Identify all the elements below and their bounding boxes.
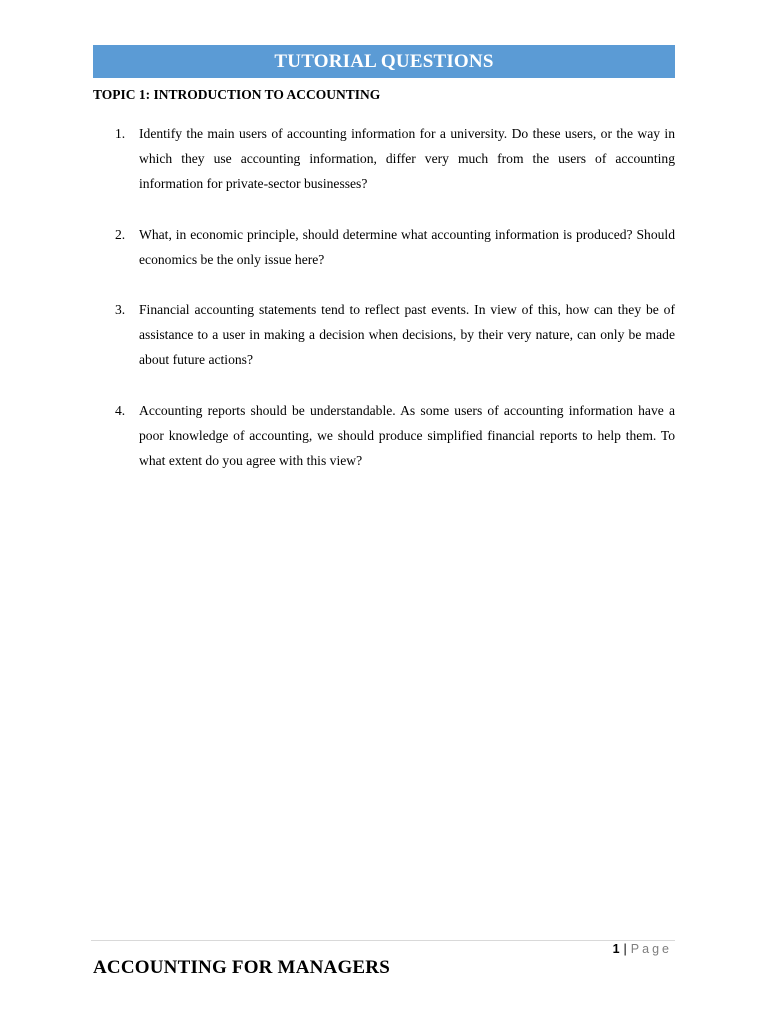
question-item bbox=[93, 398, 675, 474]
page-label: Page bbox=[630, 942, 672, 956]
question-item bbox=[93, 222, 675, 272]
topic-heading: TOPIC 1: INTRODUCTION TO ACCOUNTING bbox=[93, 87, 381, 102]
page-number-indicator bbox=[613, 942, 672, 956]
question-text: Financial accounting statements tend to reflect past events. In view of this, how can they be of assistance to a user in making a decision when decisions, by their very nature, can only be made about future actions? bbox=[139, 302, 675, 368]
question-text: Identify the main users of accounting information for a university. Do these users, or the way in which they use accounting information, differ very much from the users of accounting information for private-sector businesses? bbox=[139, 126, 675, 192]
question-item bbox=[93, 121, 675, 197]
page-title: TUTORIAL QUESTIONS bbox=[274, 50, 494, 72]
question-number: 3. bbox=[115, 302, 126, 318]
page-number: 1 bbox=[612, 942, 620, 956]
page-separator: | bbox=[623, 942, 627, 956]
footer-course-title: ACCOUNTING FOR MANAGERS bbox=[93, 957, 390, 978]
footer-divider bbox=[91, 940, 675, 941]
question-item bbox=[93, 297, 675, 373]
page-title-banner bbox=[93, 45, 675, 78]
question-list bbox=[93, 121, 675, 498]
question-text: Accounting reports should be understandable. As some users of accounting information have a poor knowledge of accounting, we should produce simplified financial reports to help them. To what extent do you agree with this view? bbox=[139, 402, 675, 469]
question-text: What, in economic principle, should determine what accounting information is produced? Should economics be the only issue here? bbox=[139, 226, 675, 267]
question-number: 4. bbox=[115, 402, 126, 418]
question-number: 2. bbox=[115, 226, 126, 242]
question-number: 1. bbox=[115, 126, 126, 141]
